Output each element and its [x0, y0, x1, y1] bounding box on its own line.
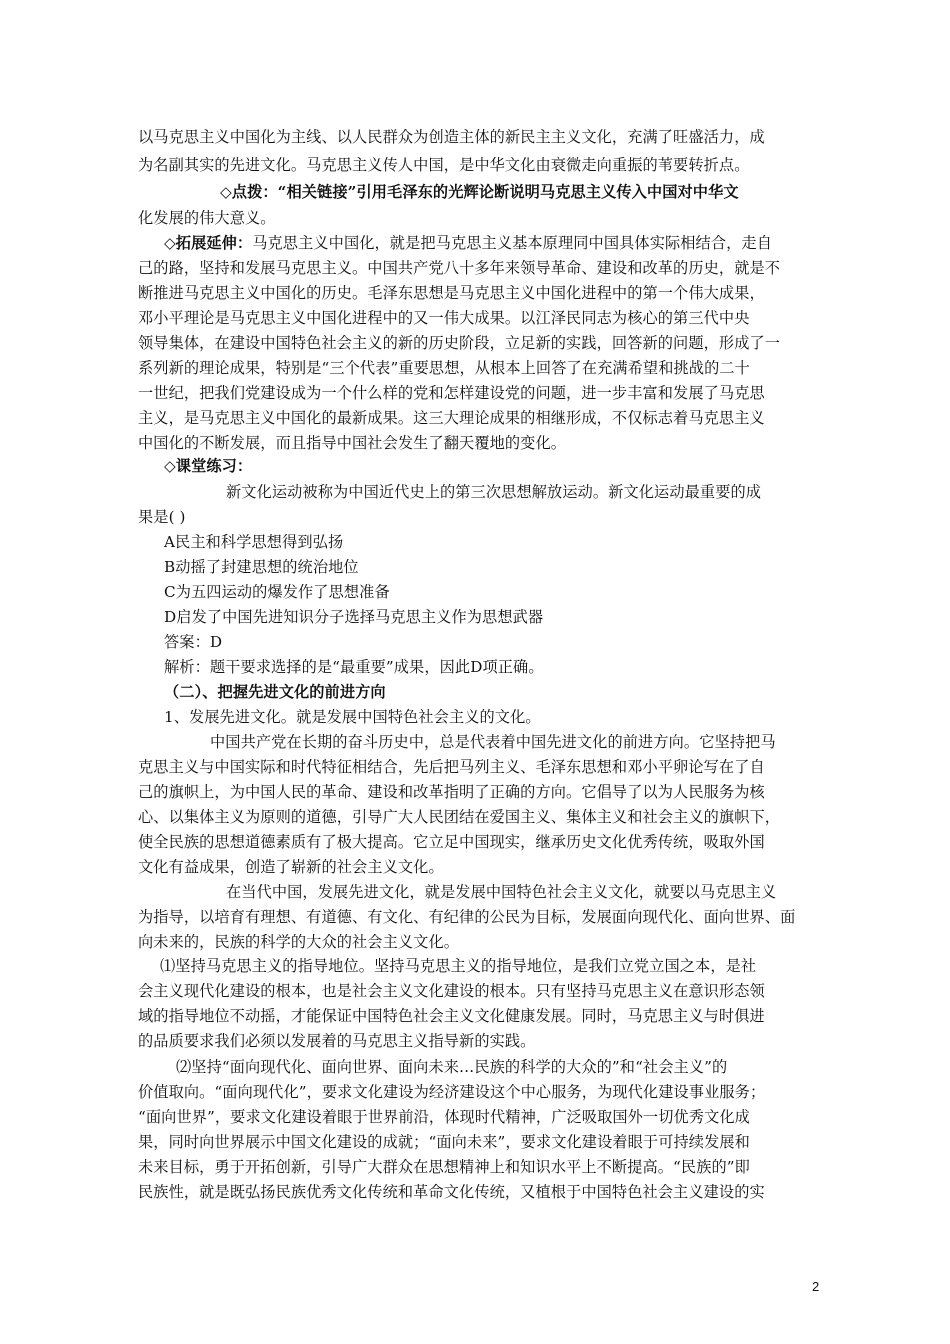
question-line: 果是( ): [138, 508, 186, 526]
analysis-line: 解析：题干要求选择的是“最重要”成果，因此D项正确。: [164, 658, 544, 676]
hint-heading-line: ◇点拨：“相关链接”引用毛泽东的光辉论断说明马克思主义传入中国对中华文: [220, 183, 739, 201]
option-a: A民主和科学思想得到弘扬: [164, 533, 344, 551]
text-line: ⑴坚持马克思主义的指导地位。坚持马克思主义的指导地位，是我们立党立国之本，是社: [160, 957, 757, 975]
text-line: 使全民族的思想道德素质有了极大提高。它立足中国现实，继承历史文化优秀传统，吸取外国: [138, 833, 765, 851]
question-line: 新文化运动被称为中国近代史上的第三次思想解放运动。新文化运动最重要的成: [226, 483, 762, 501]
subsection-heading: 1、发展先进文化。就是发展中国特色社会主义的文化。: [164, 708, 541, 726]
text-line: 一世纪，把我们党建设成为一个什么样的党和怎样建设党的问题，进一步丰富和发展了马克思: [138, 384, 765, 402]
option-d: D启发了中国先进知识分子选择马克思主义作为思想武器: [164, 608, 544, 626]
text-line: 中国共产党在长期的奋斗历史中，总是代表着中国先进文化的前进方向。它坚持把马: [210, 733, 776, 751]
text-line: 克思主义与中国实际和时代特征相结合，先后把马列主义、毛泽东思想和邓小平卵论写在了自: [138, 758, 765, 776]
text-line: 邓小平理论是马克思主义中国化进程中的又一伟大成果。以江泽民同志为核心的第三代中央: [138, 309, 750, 327]
text-line: 己的旗帜上，为中国人民的革命、建设和改革指明了正确的方向。它倡导了以为人民服务为核: [138, 783, 765, 801]
text-line: 民族性，就是既弘扬民族优秀文化传统和革命文化传统，又植根于中国特色社会主义建设的实: [138, 1183, 765, 1201]
section-heading: （二）、把握先进文化的前进方向: [164, 683, 386, 701]
text-line: 未来目标，勇于开拓创新，引导广大群众在思想精神上和知识水平上不断提高。“民族的”即: [138, 1158, 750, 1176]
extension-heading-line: ◇拓展延伸：马克思主义中国化，就是把马克思主义基本原理同中国具体实际相结合，走自: [164, 234, 772, 252]
text-line: 在当代中国，发展先进文化，就是发展中国特色社会主义文化，就要以马克思主义: [226, 883, 777, 901]
text-line: 为名副其实的先进文化。马克思主义传人中国，是中华文化由衰微走向重振的苇要转折点。: [138, 156, 750, 174]
answer-line: 答案：D: [164, 633, 223, 651]
text-line: 心、以集体主义为原则的道德，引导广大人民团结在爱国主义、集体主义和社会主义的旗帜下，: [138, 808, 781, 826]
text-line: 断推进马克思主义中国化的历史。毛泽东思想是马克思主义中国化进程中的第一个伟大成果，: [138, 284, 765, 302]
text-line: 系列新的理论成果，特别是“三个代表”重要思想，从根本上回答了在充满希望和挑战的二十: [138, 359, 750, 377]
text-line: 文化有益成果，创造了崭新的社会主义文化。: [138, 858, 444, 876]
text-line: 域的指导地位不动摇，才能保证中国特色社会主义文化健康发展。同时，马克思主义与时俱进: [138, 1007, 765, 1025]
option-c: C为五四运动的爆发作了思想准备: [164, 583, 390, 601]
text-line: “面向世界”，要求文化建设着眼于世界前沿，体现时代精神，广泛吸取国外一切优秀文化成: [138, 1108, 750, 1126]
option-b: B动摇了封建思想的统治地位: [164, 558, 359, 576]
text-line: 为指导，以培育有理想、有道德、有文化、有纪律的公民为目标，发展面向现代化、面向世界、面: [138, 908, 796, 926]
exercise-heading: ◇课堂练习：: [164, 457, 253, 475]
text-line: ⑵坚持“面向现代化、面向世界、面向未来…民族的科学的大众的”和“社会主义”的: [176, 1058, 728, 1076]
text-line: 果，同时向世界展示中国文化建设的成就；“面向未来”，要求文化建设着眼于可持续发展和: [138, 1133, 750, 1151]
text-line: 以马克思主义中国化为主线、以人民群众为创造主体的新民主主义文化，充满了旺盛活力，成: [138, 128, 765, 146]
text-line: 中国化的不断发展，而且指导中国社会发生了翻天覆地的变化。: [138, 434, 567, 452]
extension-label: ◇拓展延伸：: [164, 234, 253, 252]
text-line: 会主义现代化建设的根本，也是社会主义文化建设的根本。只有坚持马克思主义在意识形态领: [138, 982, 765, 1000]
text-line: 化发展的伟大意义。: [138, 209, 276, 227]
text-line: 向未来的，民族的科学的大众的社会主义文化。: [138, 933, 460, 951]
page-number: 2: [812, 1279, 820, 1294]
text-line: 主义，是马克思主义中国化的最新成果。这三大理论成果的相继形成，不仅标志着马克思主义: [138, 409, 765, 427]
text-line: 价值取向。“面向现代化”，要求文化建设为经济建设这个中心服务，为现代化建设事业服务；: [138, 1083, 766, 1101]
text-line: 领导集体，在建设中国特色社会主义的新的历史阶段，立足新的实践，回答新的问题，形成了一: [138, 334, 781, 352]
text-line: 的品质要求我们必须以发展着的马克思主义指导新的实践。: [138, 1032, 536, 1050]
text-line: 己的路，坚持和发展马克思主义。中国共产党八十多年来领导革命、建设和改革的历史，就是不: [138, 259, 781, 277]
